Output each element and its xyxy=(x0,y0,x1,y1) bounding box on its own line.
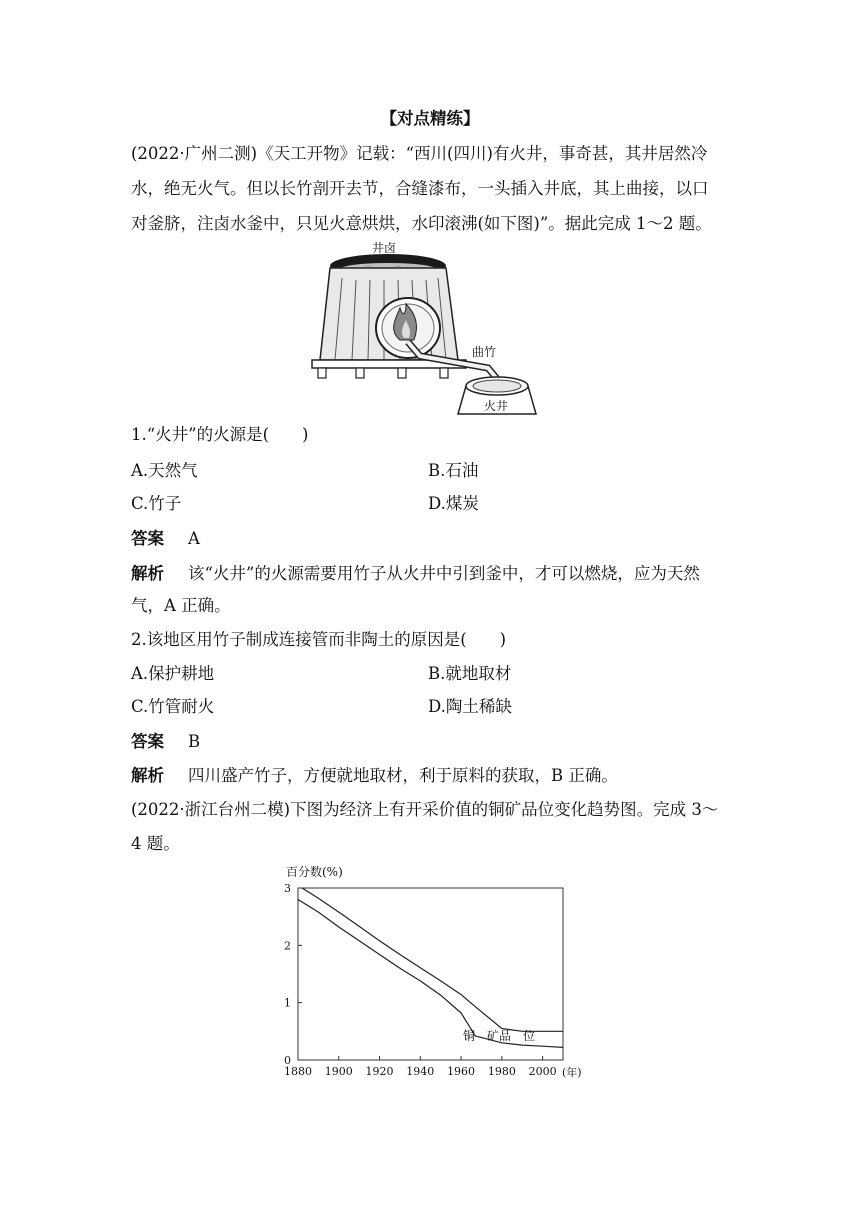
q1-answer-label: 答案 xyxy=(131,529,164,548)
intro-line-2: 水，绝无火气。但以长竹剖开去节，合缝漆布，一头插入井底，其上曲接，以口 xyxy=(131,179,709,198)
q1-option-c: C.竹子 xyxy=(131,494,182,513)
intro-line-3: 对釜脐，注卤水釜中，只见火意烘烘，水印滚沸(如下图)”。据此完成 1～2 题。 xyxy=(131,214,712,233)
q1-analysis-line-1: 该“火井”的火源需要用竹子从火井中引到釜中，才可以燃烧，应为天然 xyxy=(188,564,700,583)
q2-option-a: A.保护耕地 xyxy=(131,664,215,683)
x-tick-label: 1900 xyxy=(324,1065,353,1078)
q2-answer: B xyxy=(188,732,201,751)
label-fire-well: 火井 xyxy=(484,399,509,413)
q2-analysis-row xyxy=(131,765,618,787)
y-axis-label: 百分数(%) xyxy=(286,865,343,879)
y-tick-label: 0 xyxy=(284,1054,291,1067)
y-tick-label: 3 xyxy=(284,882,291,895)
q2-option-c: C.竹管耐火 xyxy=(131,697,215,716)
q2-option-d: D.陶土稀缺 xyxy=(428,697,512,716)
y-tick-label: 2 xyxy=(284,939,291,953)
q1-answer-row xyxy=(131,528,200,550)
x-tick-label: 1920 xyxy=(365,1065,394,1078)
x-tick-label: 1960 xyxy=(447,1065,476,1078)
q2-analysis: 四川盛产竹子，方便就地取材，利于原料的获取，B 正确。 xyxy=(188,766,618,785)
q1-option-a: A.天然气 xyxy=(131,461,198,480)
q2-answer-row xyxy=(131,731,200,753)
x-tick-label: 1880 xyxy=(284,1065,312,1078)
q2-stem: 2.该地区用竹子制成连接管而非陶土的原因是( ) xyxy=(131,630,507,649)
section-title: 【对点精练】 xyxy=(380,109,480,128)
x-tick-label: 1980 xyxy=(487,1065,516,1078)
q1-analysis-line-2: 气，A 正确。 xyxy=(131,596,231,615)
fire-well-figure xyxy=(308,238,538,418)
series-lower-bound-line xyxy=(298,900,563,1048)
q1-analysis-label: 解析 xyxy=(131,564,164,583)
x-tick-label: 1940 xyxy=(406,1065,435,1078)
band-label: 铜 矿品 位 xyxy=(463,1029,536,1043)
y-tick-label: 1 xyxy=(284,996,291,1010)
x-axis-unit: (年) xyxy=(562,1066,582,1079)
q2-analysis-label: 解析 xyxy=(131,766,164,785)
q1-answer: A xyxy=(188,529,200,548)
label-bamboo: 曲竹 xyxy=(472,345,497,359)
intro2-line-1: (2022·浙江台州二模)下图为经济上有开采价值的铜矿品位变化趋势图。完成 3～ xyxy=(131,800,719,819)
label-brine: 井卤 xyxy=(372,241,397,255)
intro-line-1: (2022·广州二测)《天工开物》记载：“西川(四川)有火井，事奇甚，其井居然冷 xyxy=(131,144,708,163)
q1-option-b: B.石油 xyxy=(428,461,479,480)
intro2-line-2: 4 题。 xyxy=(131,834,180,853)
q1-option-d: D.煤炭 xyxy=(428,494,479,513)
series-upper-bound-line xyxy=(302,888,563,1031)
copper-grade-chart xyxy=(270,858,590,1084)
q2-answer-label: 答案 xyxy=(131,732,164,751)
q1-analysis-row xyxy=(131,563,700,585)
q2-option-b: B.就地取材 xyxy=(428,664,512,683)
x-tick-label: 2000 xyxy=(528,1065,557,1078)
q1-stem: 1.“火井”的火源是( ) xyxy=(131,425,309,444)
